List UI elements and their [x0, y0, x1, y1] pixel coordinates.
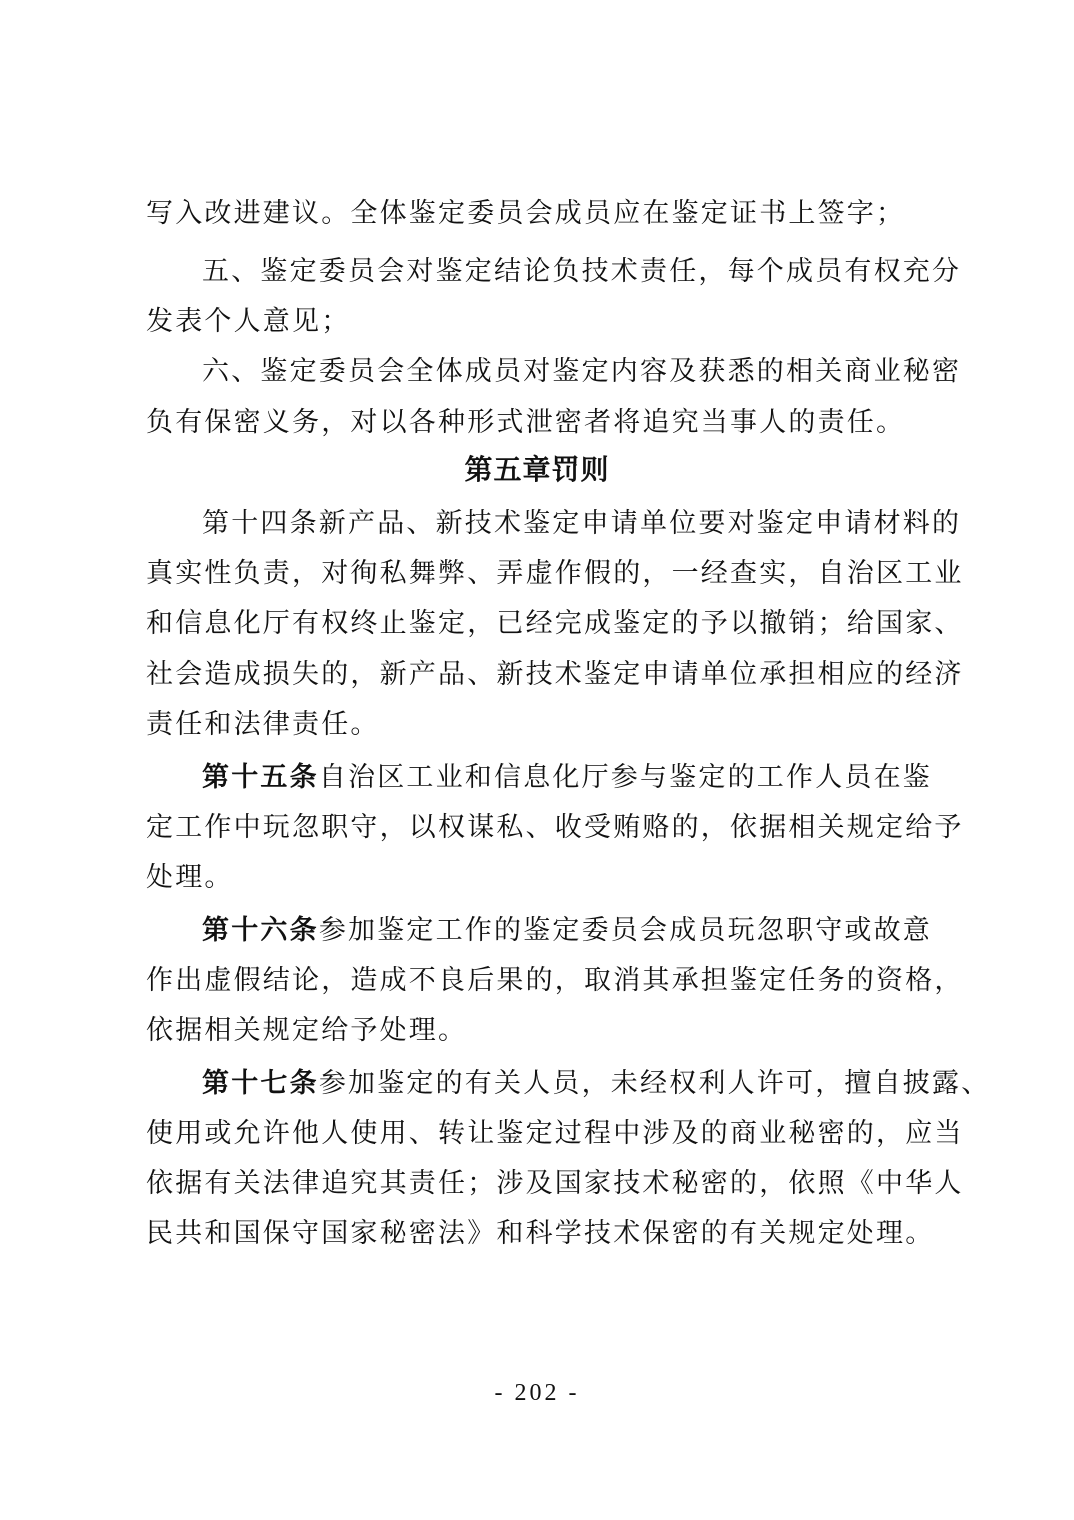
chapter-heading: 第五章罚则: [464, 453, 610, 486]
article-15-label: 第十五条: [202, 762, 319, 793]
text-line: 使用或允许他人使用、转让鉴定过程中涉及的商业秘密的，应当: [146, 1118, 964, 1149]
text-line: 作出虚假结论，造成不良后果的，取消其承担鉴定任务的资格，: [146, 965, 964, 996]
text-line: 五、鉴定委员会对鉴定结论负技术责任，每个成员有权充分: [202, 256, 962, 287]
text-line: 民共和国保守国家秘密法》和科学技术保密的有关规定处理。: [146, 1218, 935, 1249]
text-line: 责任和法律责任。: [146, 709, 380, 740]
article-16-first-line: [202, 913, 932, 949]
article-16-label: 第十六条: [202, 915, 319, 946]
article-17-text: 参加鉴定的有关人员，未经权利人许可，擅自披露、: [318, 1068, 991, 1099]
text-line: 依据相关规定给予处理。: [146, 1015, 468, 1046]
text-line: 依据有关法律追究其责任；涉及国家技术秘密的，依照《中华人: [146, 1168, 964, 1199]
text-line: 真实性负责，对徇私舞弊、弄虚作假的，一经查实，自治区工业: [146, 558, 964, 589]
text-line: 定工作中玩忽职守，以权谋私、收受贿赂的，依据相关规定给予: [146, 812, 964, 843]
article-16-text: 参加鉴定工作的鉴定委员会成员玩忽职守或故意: [318, 915, 933, 946]
page-number: - 202 -: [494, 1380, 580, 1406]
article-15-first-line: [202, 760, 932, 796]
text-line: 社会造成损失的，新产品、新技术鉴定申请单位承担相应的经济: [146, 659, 964, 690]
text-line: 负有保密义务，对以各种形式泄密者将追究当事人的责任。: [146, 407, 906, 438]
article-15-text: 自治区工业和信息化厅参与鉴定的工作人员在鉴: [318, 762, 933, 793]
text-line: 写入改进建议。全体鉴定委员会成员应在鉴定证书上签字；: [146, 198, 906, 229]
text-line: 和信息化厅有权终止鉴定，已经完成鉴定的予以撤销；给国家、: [146, 608, 964, 639]
article-17-first-line: [202, 1066, 990, 1102]
text-line: 发表个人意见；: [146, 306, 351, 337]
text-line: 第十四条新产品、新技术鉴定申请单位要对鉴定申请材料的: [202, 508, 962, 539]
article-17-label: 第十七条: [202, 1068, 319, 1099]
text-line: 处理。: [146, 862, 234, 893]
text-line: 六、鉴定委员会全体成员对鉴定内容及获悉的相关商业秘密: [202, 356, 962, 387]
